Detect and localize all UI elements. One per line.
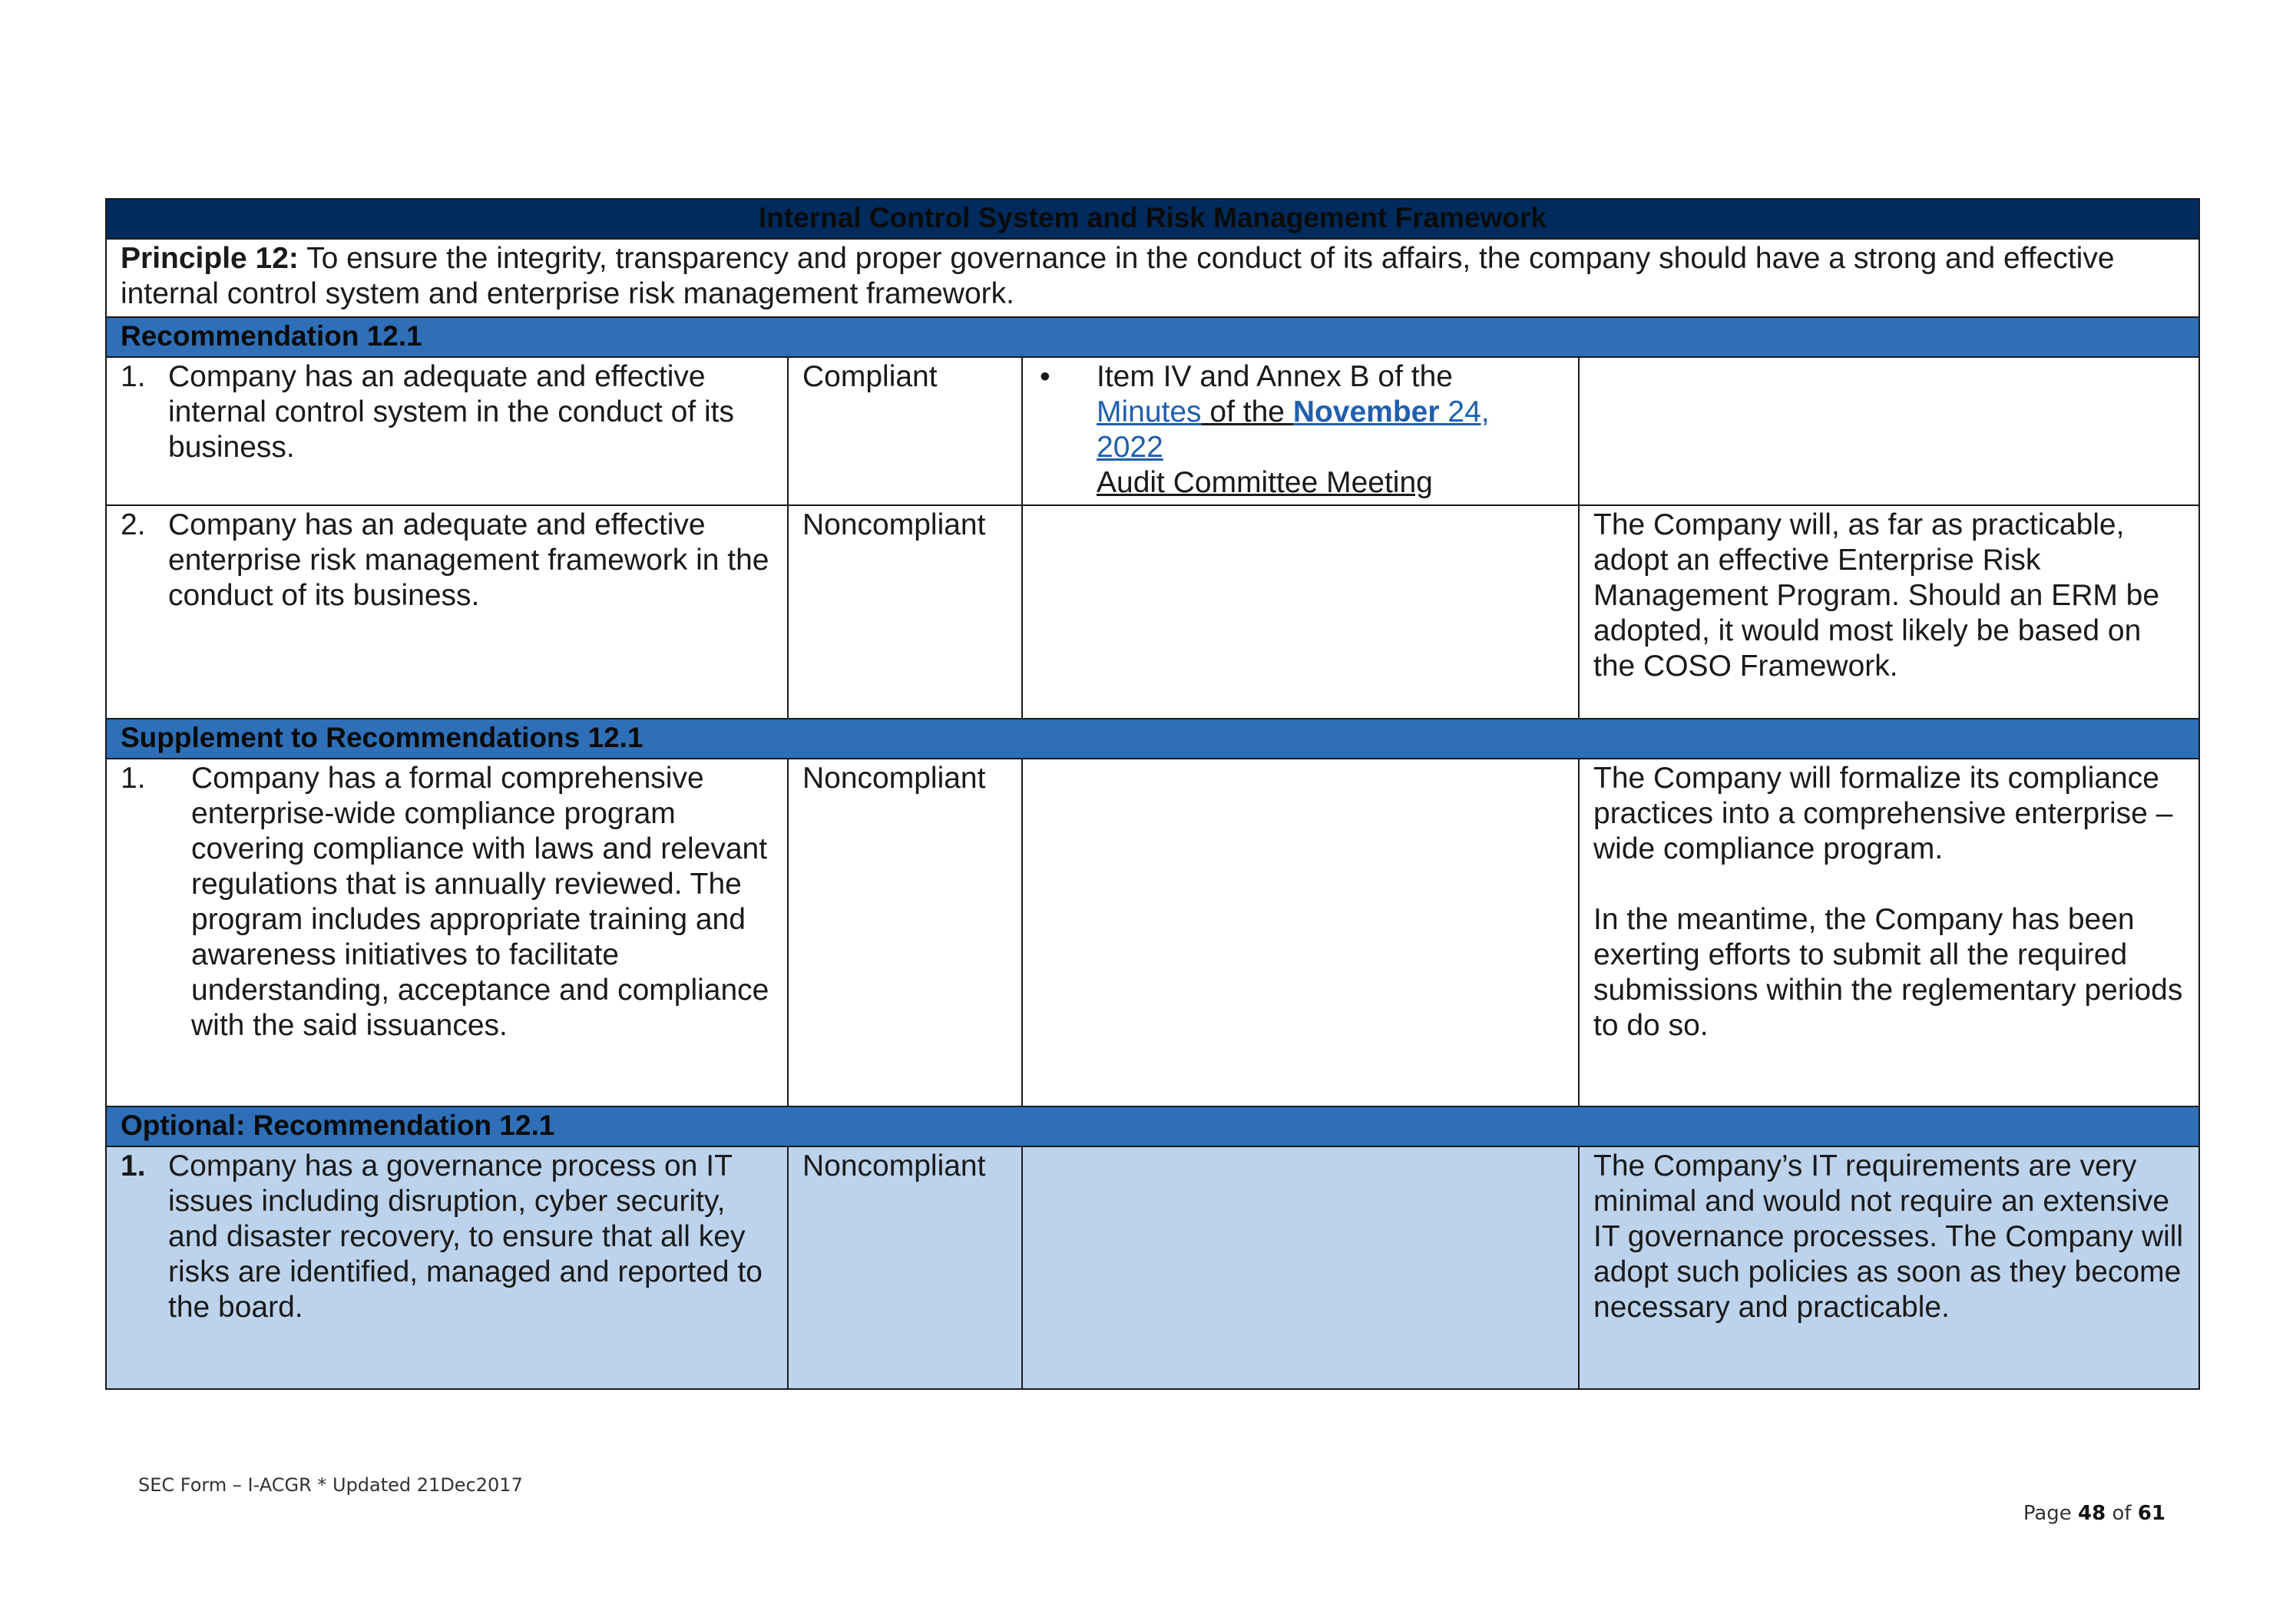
page-prefix: Page — [2023, 1502, 2079, 1525]
item-text: Company has an adequate and effective internal control system in the conduct of its business. — [168, 360, 735, 464]
audit-committee-link[interactable]: Audit Committee Meeting — [1097, 466, 1433, 499]
section-heading: Recommendation 12.1 — [106, 317, 2199, 357]
section-heading: Supplement to Recommendations 12.1 — [106, 719, 2199, 759]
bullet-icon: • — [1040, 360, 1050, 393]
page-total: 61 — [2137, 1502, 2165, 1525]
item-number: 2. — [121, 508, 146, 541]
minutes-link-of-the[interactable]: of the — [1201, 395, 1293, 428]
minutes-link[interactable]: Minutes — [1097, 395, 1202, 428]
section-header-row — [106, 1106, 2199, 1146]
explanation-cell — [1022, 1146, 1579, 1389]
minutes-link-date[interactable]: 24, 2022 — [1097, 395, 1490, 464]
item-number: 1. — [121, 360, 146, 393]
section-header-row — [106, 719, 2199, 759]
page-number — [2023, 1502, 2165, 1525]
recommendation-cell — [106, 1146, 788, 1389]
explanation-cell — [1022, 505, 1579, 719]
form-label: SEC Form – I-ACGR * Updated 21Dec2017 — [138, 1474, 523, 1496]
alternative-paragraph: In the meantime, the Company has been exerting efforts to submit all the required submissions within the reglementary periods to do so. — [1593, 903, 2183, 1042]
recommendation-cell — [106, 759, 788, 1106]
table-row — [106, 505, 2199, 719]
alternative-cell — [1579, 357, 2199, 505]
compliance-status: Noncompliant — [788, 1146, 1022, 1389]
table-title: Internal Control System and Risk Management Framework — [106, 199, 2199, 239]
principle-label: Principle 12: — [121, 242, 299, 275]
table-title-row — [106, 199, 2199, 239]
acgr-table — [105, 198, 2200, 1390]
alternative-paragraph: The Company will formalize its compliance practices into a comprehensive enterprise –wide compliance program. — [1593, 762, 2173, 865]
minutes-link-month[interactable]: November — [1292, 395, 1440, 428]
page-current: 48 — [2078, 1502, 2106, 1525]
table-row — [106, 1146, 2199, 1389]
item-text: Company has an adequate and effective enterprise risk management framework in the conduct of its business. — [168, 508, 769, 612]
table-row — [106, 759, 2199, 1106]
principle-text: To ensure the integrity, transparency and proper governance in the conduct of its affairs, the company should have a strong and effective internal control system and enterprise risk management framework. — [121, 242, 2115, 310]
explanation-cell — [1022, 759, 1579, 1106]
item-number: 1. — [121, 1149, 146, 1182]
page-of: of — [2106, 1502, 2138, 1525]
recommendation-cell — [106, 505, 788, 719]
item-number: 1. — [121, 762, 146, 795]
item-text: Company has a formal comprehensive enterprise-wide compliance program covering compliance with laws and relevant regulations that is annually reviewed. The program includes appropriate training and awareness initiatives to facilitate understanding, acceptance and compliance with the said issuances. — [191, 762, 769, 1042]
alternative-cell — [1579, 759, 2199, 1106]
item-text: Company has a governance process on IT issues including disruption, cyber security, and disaster recovery, to ensure that all key risks are identified, managed and reported to the board. — [168, 1149, 763, 1324]
compliance-status: Compliant — [788, 357, 1022, 505]
principle-row — [106, 239, 2199, 317]
alternative-cell: The Company will, as far as practicable, adopt an effective Enterprise Risk Management Program. Should an ERM be adopted, it would most likely be based on the COSO Framework. — [1579, 505, 2199, 719]
recommendation-cell — [106, 357, 788, 505]
compliance-status: Noncompliant — [788, 505, 1022, 719]
explanation-cell — [1022, 357, 1579, 505]
section-heading: Optional: Recommendation 12.1 — [106, 1106, 2199, 1146]
principle-cell — [106, 239, 2199, 317]
compliance-status: Noncompliant — [788, 759, 1022, 1106]
section-header-row — [106, 317, 2199, 357]
explanation-line: Item IV and Annex B of the — [1097, 360, 1453, 393]
table-row — [106, 357, 2199, 505]
alternative-cell: The Company’s IT requirements are very minimal and would not require an extensive IT governance processes. The Company will adopt such policies as soon as they become necessary and practicable. — [1579, 1146, 2199, 1389]
